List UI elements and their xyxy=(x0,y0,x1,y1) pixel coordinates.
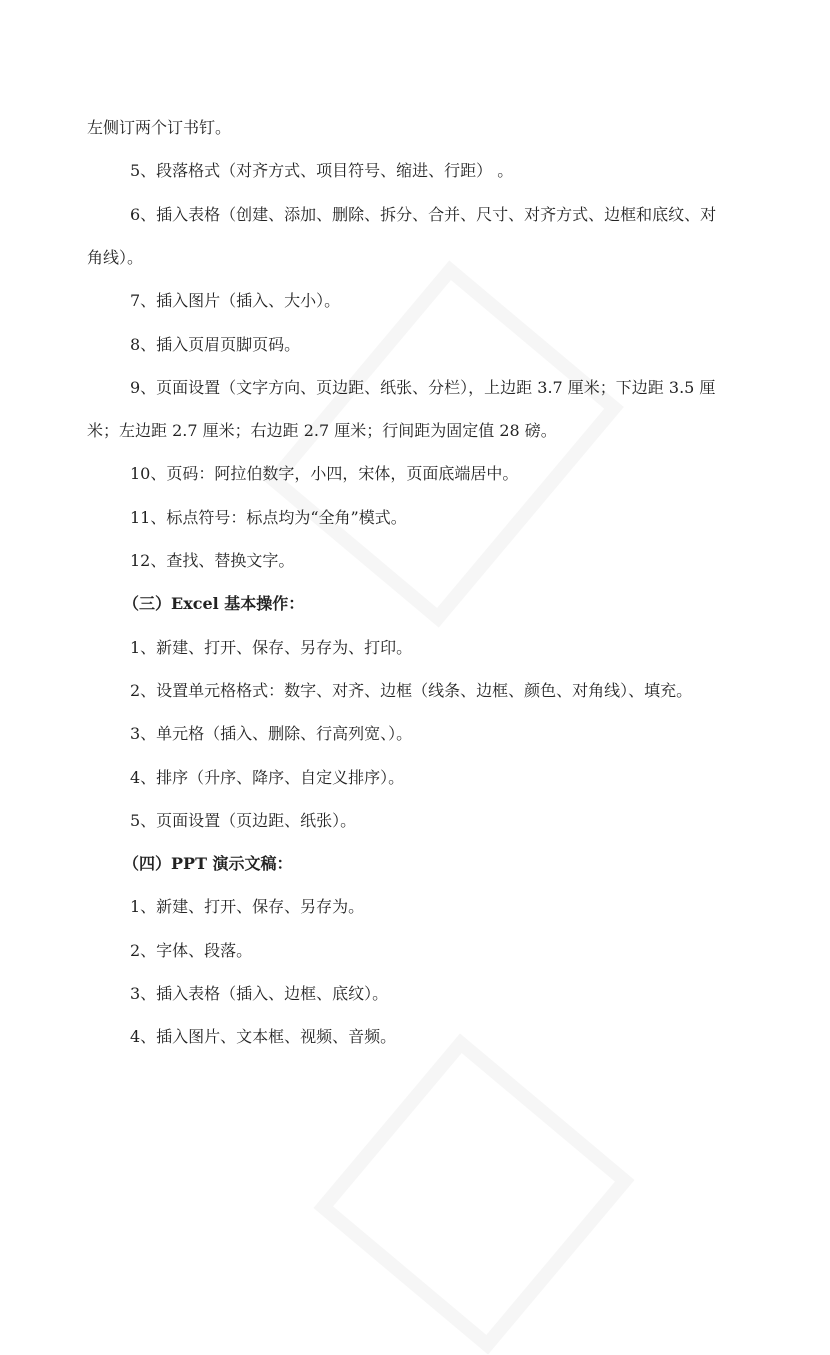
text-line: 4、插入图片、文本框、视频、音频。 xyxy=(130,1027,397,1047)
section-heading: （四）PPT 演示文稿： xyxy=(123,854,293,874)
text-line: 10、页码：阿拉伯数字，小四，宋体，页面底端居中。 xyxy=(130,464,519,484)
text-line: 1、新建、打开、保存、另存为。 xyxy=(130,897,365,917)
text-line: 1、新建、打开、保存、另存为、打印。 xyxy=(130,637,413,657)
text-line: 左侧订两个订书钉。 xyxy=(87,118,232,137)
text-line: 米；左边距 2.7 厘米；右边距 2.7 厘米；行间距为固定值 28 磅。 xyxy=(87,421,557,441)
watermark xyxy=(313,1033,634,1354)
watermark xyxy=(264,260,624,627)
section-heading: （三）Excel 基本操作： xyxy=(123,594,305,614)
text-line: 9、页面设置（文字方向、页边距、纸张、分栏），上边距 3.7 厘米；下边距 3.5 厘 xyxy=(130,377,716,397)
text-line: 12、查找、替换文字。 xyxy=(130,551,295,570)
text-line: 5、段落格式（对齐方式、项目符号、缩进、行距） 。 xyxy=(130,161,514,181)
text-line: 2、字体、段落。 xyxy=(130,940,253,960)
text-line: 2、设置单元格格式：数字、对齐、边框（线条、边框、颜色、对角线）、填充。 xyxy=(130,680,693,700)
text-line: 角线）。 xyxy=(87,247,144,267)
text-line: 4、排序（升序、降序、自定义排序）。 xyxy=(130,767,405,787)
text-line: 3、单元格（插入、删除、行高列宽、）。 xyxy=(130,724,413,744)
text-line: 5、页面设置（页边距、纸张）。 xyxy=(130,810,357,830)
text-line: 8、插入页眉页脚页码。 xyxy=(130,334,301,354)
text-line: 6、插入表格（创建、添加、删除、拆分、合并、尺寸、对齐方式、边框和底纹、对 xyxy=(130,204,717,224)
text-line: 11、标点符号：标点均为“全角”模式。 xyxy=(130,507,407,527)
text-line: 7、插入图片（插入、大小）。 xyxy=(130,291,341,311)
text-line: 3、插入表格（插入、边框、底纹）。 xyxy=(130,984,389,1003)
